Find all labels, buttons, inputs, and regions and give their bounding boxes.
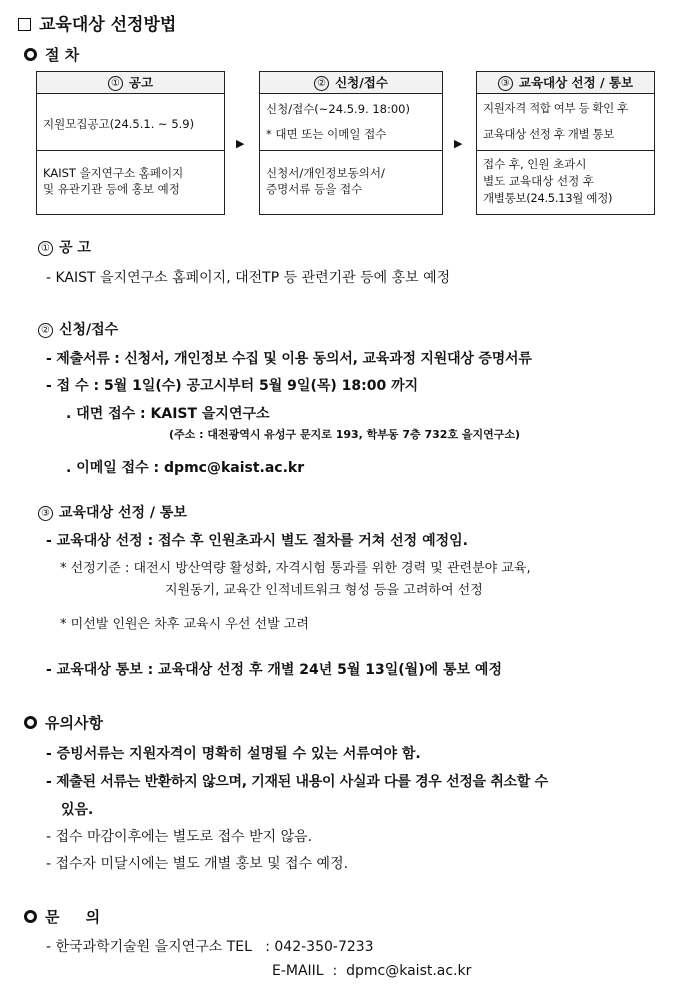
process-box-header: ① 공고 <box>37 72 224 94</box>
selection-criteria-continued: 지원동기, 교육간 인적네트워크 형성 등을 고려하여 선정 <box>165 583 483 598</box>
process-box-announcement <box>36 71 225 215</box>
notes-heading: 유의사항 <box>24 712 103 733</box>
note-item: - 제출된 서류는 반환하지 않으며, 기재된 내용이 사실과 다를 경우 선정을 취소할 수 <box>46 774 548 790</box>
unselected-note: * 미선발 인원은 차후 교육시 우선 선발 고려 <box>60 617 309 632</box>
divider <box>260 150 442 151</box>
process-box-text: * 대면 또는 이메일 접수 <box>266 127 387 141</box>
section-announcement-heading: ① 공 고 <box>38 237 91 257</box>
divider <box>477 150 654 151</box>
selection-criteria: * 선정기준 : 대전시 방산역량 활성화, 자격시험 통과를 위한 경력 및 관련분야 교육, <box>60 561 531 576</box>
address: (주소 : 대전광역시 유성구 문지로 193, 학부동 7층 732호 을지연구소) <box>169 428 521 441</box>
announcement-text: - KAIST 을지연구소 홈페이지, 대전TP 등 관련기관 등에 홍보 예정 <box>46 270 451 286</box>
process-box-text: 별도 교육대상 선정 후 <box>483 174 594 188</box>
step-number: ① <box>38 241 53 256</box>
selection-notice: - 교육대상 통보 : 교육대상 선정 후 개별 24년 5월 13일(월)에 통보 예정 <box>46 662 502 678</box>
checkbox-square-icon <box>18 18 31 31</box>
contact-phone: - 한국과학기술원 을지연구소 TEL : 042-350-7233 <box>46 939 374 955</box>
step-number: ③ <box>498 76 513 91</box>
required-documents: - 제출서류 : 신청서, 개인정보 수집 및 이용 동의서, 교육과정 지원대상 증명서류 <box>46 351 532 367</box>
application-period: - 접 수 : 5월 1일(수) 공고시부터 5월 9일(목) 18:00 까지 <box>46 378 419 394</box>
note-item: - 증빙서류는 지원자격이 명확히 설명될 수 있는 서류여야 함. <box>46 746 421 762</box>
selection-process: - 교육대상 선정 : 접수 후 인원초과시 별도 절차를 거쳐 선정 예정임. <box>46 533 468 549</box>
process-box-selection <box>476 71 655 215</box>
process-box-text: 접수 후, 인원 초과시 <box>483 157 587 171</box>
ring-bullet-icon <box>24 716 37 729</box>
procedure-heading: 절 차 <box>24 44 79 65</box>
ring-bullet-icon <box>24 48 37 61</box>
process-box-text: 신청서/개인정보동의서/ <box>266 166 385 180</box>
process-box-text: 지원모집공고(24.5.1. ~ 5.9) <box>43 117 195 131</box>
step-number: ② <box>314 76 329 91</box>
process-box-header: ② 신청/접수 <box>260 72 442 94</box>
arrow-right-icon: ▶ <box>454 137 463 150</box>
note-item-continued: 있음. <box>61 802 94 818</box>
section-selection-heading: ③ 교육대상 선정 / 통보 <box>38 502 187 522</box>
process-box-header: ③ 교육대상 선정 / 통보 <box>477 72 654 94</box>
step-number: ③ <box>38 506 53 521</box>
email-application: . 이메일 접수 : dpmc@kaist.ac.kr <box>66 460 305 476</box>
process-box-text: 증명서류 등을 접수 <box>266 182 363 196</box>
section-application-heading: ② 신청/접수 <box>38 319 118 339</box>
process-box-text: 지원자격 적합 여부 등 확인 후 <box>483 101 628 115</box>
note-item: - 접수자 미달시에는 별도 개별 홍보 및 접수 예정. <box>46 856 349 872</box>
in-person-application: . 대면 접수 : KAIST 을지연구소 <box>66 406 270 422</box>
divider <box>37 150 224 151</box>
contact-heading: 문 의 <box>24 906 100 927</box>
process-box-text: 및 유관기관 등에 홍보 예정 <box>43 182 180 196</box>
process-box-application <box>259 71 443 215</box>
step-number: ② <box>38 323 53 338</box>
ring-bullet-icon <box>24 910 37 923</box>
arrow-right-icon: ▶ <box>236 137 245 150</box>
contact-email: E-MAIIL : dpmc@kaist.ac.kr <box>272 963 472 979</box>
process-box-text: KAIST 을지연구소 홈페이지 <box>43 166 184 180</box>
process-box-text: 신청/접수(~24.5.9. 18:00) <box>266 102 410 116</box>
step-number: ① <box>108 76 123 91</box>
note-item: - 접수 마감이후에는 별도로 접수 받지 않음. <box>46 829 313 845</box>
page-title: 교육대상 선정방법 <box>18 10 176 35</box>
process-box-text: 교육대상 선정 후 개별 통보 <box>483 127 614 141</box>
process-box-text: 개별통보(24.5.13월 예정) <box>483 191 613 205</box>
